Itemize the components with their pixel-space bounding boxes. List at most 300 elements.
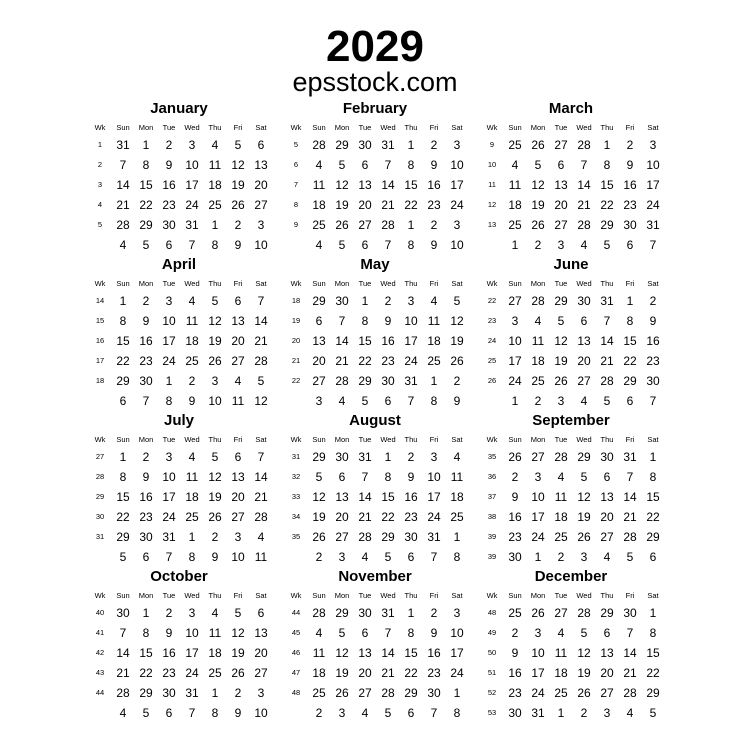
day-cell: 8 <box>407 238 415 252</box>
day-cell: 4 <box>580 238 588 252</box>
day-cell: 29 <box>381 530 395 544</box>
day-cell: 28 <box>623 530 637 544</box>
day-cell: 5 <box>211 450 219 464</box>
day-cell: 11 <box>508 178 522 192</box>
weekday-header: Tue <box>358 123 372 132</box>
day-cell: 2 <box>626 138 634 152</box>
day-cell: 27 <box>554 138 568 152</box>
day-cell: 18 <box>450 490 464 504</box>
day-cell: 6 <box>603 470 611 484</box>
day-cell: 18 <box>208 646 222 660</box>
day-cell: 30 <box>381 374 395 388</box>
day-cell: 13 <box>312 334 326 348</box>
weekday-header: Sat <box>451 435 463 444</box>
day-cell: 13 <box>554 178 568 192</box>
day-cell: 21 <box>623 666 637 680</box>
day-cell: 14 <box>381 178 395 192</box>
day-cell: 23 <box>139 510 153 524</box>
weekday-header: Sun <box>312 591 326 600</box>
day-cell: 5 <box>580 470 588 484</box>
day-cell: 15 <box>404 646 418 660</box>
day-cell: 24 <box>531 530 545 544</box>
day-cell: 9 <box>188 394 196 408</box>
day-cell: 6 <box>361 238 369 252</box>
day-cell: 2 <box>142 294 150 308</box>
day-cell: 9 <box>142 314 150 328</box>
day-cell: 14 <box>577 178 591 192</box>
day-cell: 26 <box>208 510 222 524</box>
day-cell: 28 <box>116 686 130 700</box>
day-cell: 11 <box>231 394 245 408</box>
day-cell: 29 <box>358 374 372 388</box>
day-cell: 1 <box>211 686 219 700</box>
weekday-header: Sat <box>451 591 463 600</box>
day-cell: 1 <box>453 530 461 544</box>
day-cell: 21 <box>358 510 372 524</box>
weekday-header: Thu <box>208 123 222 132</box>
day-cell: 1 <box>407 218 415 232</box>
day-cell: 29 <box>312 294 326 308</box>
weekday-header: Fri <box>233 123 243 132</box>
weekday-header: Wk <box>94 123 106 132</box>
day-cell: 27 <box>254 666 268 680</box>
day-cell: 17 <box>531 666 545 680</box>
week-number: 15 <box>95 316 105 325</box>
day-cell: 30 <box>335 294 349 308</box>
week-number: 40 <box>95 608 105 617</box>
day-cell: 6 <box>384 394 392 408</box>
day-cell: 15 <box>116 490 130 504</box>
weekday-header: Mon <box>138 435 154 444</box>
day-cell: 22 <box>381 510 395 524</box>
day-cell: 28 <box>381 218 395 232</box>
weekday-header: Sat <box>647 123 659 132</box>
day-cell: 28 <box>254 354 268 368</box>
day-cell: 6 <box>165 238 173 252</box>
day-cell: 16 <box>404 490 418 504</box>
day-cell: 12 <box>335 646 349 660</box>
week-number: 12 <box>487 200 497 209</box>
day-cell: 9 <box>430 158 438 172</box>
weekday-header: Sat <box>255 279 267 288</box>
day-cell: 1 <box>603 138 611 152</box>
day-cell: 7 <box>165 550 173 564</box>
week-number: 45 <box>291 628 301 637</box>
day-cell: 20 <box>554 198 568 212</box>
day-cell: 7 <box>361 470 369 484</box>
day-cell: 5 <box>142 706 150 720</box>
weekday-header: Fri <box>625 279 635 288</box>
day-cell: 7 <box>384 158 392 172</box>
day-cell: 9 <box>453 394 461 408</box>
day-cell: 18 <box>554 666 568 680</box>
day-cell: 27 <box>600 530 614 544</box>
day-cell: 20 <box>254 178 268 192</box>
weekday-header: Mon <box>334 123 350 132</box>
day-cell: 27 <box>231 510 245 524</box>
day-cell: 25 <box>508 606 522 620</box>
day-cell: 4 <box>234 374 242 388</box>
weekday-header: Fri <box>233 279 243 288</box>
day-cell: 27 <box>358 218 372 232</box>
day-cell: 28 <box>335 374 349 388</box>
weekday-header: Mon <box>530 435 546 444</box>
day-cell: 3 <box>234 530 242 544</box>
day-cell: 8 <box>649 470 657 484</box>
day-cell: 27 <box>231 354 245 368</box>
weekday-header: Mon <box>530 123 546 132</box>
day-cell: 4 <box>430 294 438 308</box>
day-cell: 20 <box>600 510 614 524</box>
day-cell: 4 <box>361 550 369 564</box>
day-cell: 12 <box>208 314 222 328</box>
day-cell: 16 <box>646 334 660 348</box>
day-cell: 4 <box>188 450 196 464</box>
day-cell: 1 <box>119 450 127 464</box>
weekday-header: Wed <box>576 435 592 444</box>
month-april <box>90 256 268 412</box>
day-cell: 17 <box>531 510 545 524</box>
day-cell: 2 <box>557 550 565 564</box>
weekday-header: Fri <box>429 279 439 288</box>
day-cell: 13 <box>335 490 349 504</box>
day-cell: 2 <box>315 706 323 720</box>
day-cell: 24 <box>450 666 464 680</box>
day-cell: 3 <box>257 686 265 700</box>
week-number: 51 <box>487 668 497 677</box>
day-cell: 23 <box>162 666 176 680</box>
day-cell: 8 <box>119 314 127 328</box>
weekday-header: Sat <box>255 123 267 132</box>
day-cell: 18 <box>312 198 326 212</box>
day-cell: 12 <box>577 646 591 660</box>
day-cell: 26 <box>508 450 522 464</box>
week-number: 43 <box>95 668 105 677</box>
day-cell: 10 <box>254 238 268 252</box>
day-cell: 9 <box>407 470 415 484</box>
week-number: 35 <box>487 452 497 461</box>
day-cell: 30 <box>646 374 660 388</box>
day-cell: 21 <box>600 354 614 368</box>
day-cell: 29 <box>335 138 349 152</box>
day-cell: 29 <box>623 374 637 388</box>
weekday-header: Mon <box>334 435 350 444</box>
day-cell: 28 <box>312 138 326 152</box>
weekday-header: Fri <box>233 591 243 600</box>
weekday-header: Fri <box>429 435 439 444</box>
day-cell: 13 <box>358 646 372 660</box>
day-cell: 1 <box>511 394 519 408</box>
day-cell: 30 <box>139 530 153 544</box>
day-cell: 26 <box>231 666 245 680</box>
day-cell: 29 <box>335 606 349 620</box>
day-cell: 5 <box>649 706 657 720</box>
week-number: 50 <box>487 648 497 657</box>
day-cell: 8 <box>211 238 219 252</box>
day-cell: 29 <box>600 218 614 232</box>
day-cell: 8 <box>188 550 196 564</box>
day-cell: 2 <box>430 606 438 620</box>
day-cell: 6 <box>165 706 173 720</box>
day-cell: 8 <box>453 706 461 720</box>
day-cell: 11 <box>554 490 568 504</box>
day-cell: 27 <box>600 686 614 700</box>
day-cell: 30 <box>162 686 176 700</box>
day-cell: 10 <box>254 706 268 720</box>
weekday-header: Tue <box>162 123 176 132</box>
day-cell: 5 <box>338 158 346 172</box>
day-cell: 3 <box>511 314 519 328</box>
day-cell: 14 <box>335 334 349 348</box>
day-cell: 14 <box>116 178 130 192</box>
day-cell: 5 <box>338 626 346 640</box>
week-number: 25 <box>487 356 497 365</box>
weekday-header: Fri <box>429 123 439 132</box>
month-name: February <box>342 100 408 117</box>
day-cell: 31 <box>381 606 395 620</box>
day-cell: 11 <box>531 334 545 348</box>
day-cell: 26 <box>531 606 545 620</box>
week-number: 31 <box>291 452 301 461</box>
day-cell: 17 <box>646 178 660 192</box>
week-number: 27 <box>95 452 105 461</box>
day-cell: 2 <box>315 550 323 564</box>
weekday-header: Tue <box>162 435 176 444</box>
day-cell: 1 <box>361 294 369 308</box>
day-cell: 25 <box>554 686 568 700</box>
day-cell: 2 <box>165 606 173 620</box>
weekday-header: Wed <box>380 123 396 132</box>
day-cell: 5 <box>315 470 323 484</box>
weekday-header: Thu <box>600 123 614 132</box>
day-cell: 24 <box>508 374 522 388</box>
week-number: 49 <box>487 628 497 637</box>
day-cell: 8 <box>649 626 657 640</box>
week-number: 17 <box>95 356 105 365</box>
month-name: March <box>548 100 594 117</box>
day-cell: 21 <box>254 334 268 348</box>
day-cell: 29 <box>577 450 591 464</box>
day-cell: 15 <box>139 178 153 192</box>
day-cell: 30 <box>427 686 441 700</box>
day-cell: 3 <box>649 138 657 152</box>
day-cell: 6 <box>649 550 657 564</box>
day-cell: 20 <box>358 198 372 212</box>
day-cell: 3 <box>430 450 438 464</box>
day-cell: 1 <box>407 138 415 152</box>
day-cell: 26 <box>531 218 545 232</box>
day-cell: 2 <box>234 686 242 700</box>
day-cell: 4 <box>119 238 127 252</box>
day-cell: 18 <box>185 334 199 348</box>
day-cell: 28 <box>531 294 545 308</box>
weekday-header: Sun <box>508 279 522 288</box>
day-cell: 1 <box>188 530 196 544</box>
day-cell: 3 <box>165 294 173 308</box>
day-cell: 6 <box>119 394 127 408</box>
day-cell: 28 <box>358 530 372 544</box>
month-june <box>482 256 660 412</box>
day-cell: 5 <box>338 238 346 252</box>
day-cell: 24 <box>531 686 545 700</box>
weekday-header: Sun <box>508 591 522 600</box>
day-cell: 28 <box>577 218 591 232</box>
weekday-header: Wed <box>576 279 592 288</box>
day-cell: 8 <box>453 550 461 564</box>
week-number: 37 <box>487 492 497 501</box>
day-cell: 31 <box>381 138 395 152</box>
day-cell: 31 <box>531 706 545 720</box>
day-cell: 14 <box>623 646 637 660</box>
weekday-header: Tue <box>554 123 568 132</box>
day-cell: 28 <box>600 374 614 388</box>
day-cell: 4 <box>580 394 588 408</box>
day-cell: 31 <box>185 686 199 700</box>
week-number: 19 <box>291 316 301 325</box>
day-cell: 19 <box>531 198 545 212</box>
day-cell: 18 <box>208 178 222 192</box>
weekday-header: Tue <box>358 591 372 600</box>
day-cell: 29 <box>404 686 418 700</box>
site-name: epsstock.com <box>292 67 458 97</box>
day-cell: 26 <box>208 354 222 368</box>
day-cell: 5 <box>580 626 588 640</box>
day-cell: 23 <box>381 354 395 368</box>
day-cell: 15 <box>646 490 660 504</box>
week-number: 48 <box>291 688 301 697</box>
month-name: June <box>553 256 589 273</box>
day-cell: 11 <box>185 470 199 484</box>
day-cell: 7 <box>407 394 415 408</box>
day-cell: 25 <box>554 530 568 544</box>
day-cell: 19 <box>577 666 591 680</box>
day-cell: 27 <box>254 198 268 212</box>
day-cell: 15 <box>358 334 372 348</box>
day-cell: 16 <box>427 178 441 192</box>
day-cell: 25 <box>312 686 326 700</box>
day-cell: 4 <box>557 470 565 484</box>
day-cell: 14 <box>254 470 268 484</box>
day-cell: 11 <box>554 646 568 660</box>
day-cell: 9 <box>234 706 242 720</box>
week-number: 20 <box>291 336 301 345</box>
day-cell: 6 <box>580 314 588 328</box>
day-cell: 4 <box>626 706 634 720</box>
day-cell: 28 <box>577 606 591 620</box>
day-cell: 17 <box>508 354 522 368</box>
day-cell: 23 <box>427 198 441 212</box>
day-cell: 20 <box>231 334 245 348</box>
day-cell: 8 <box>119 470 127 484</box>
weekday-header: Sun <box>116 435 130 444</box>
day-cell: 8 <box>211 706 219 720</box>
day-cell: 14 <box>358 490 372 504</box>
day-cell: 21 <box>577 198 591 212</box>
week-number: 33 <box>291 492 301 501</box>
day-cell: 15 <box>139 646 153 660</box>
day-cell: 25 <box>312 218 326 232</box>
day-cell: 20 <box>358 666 372 680</box>
day-cell: 30 <box>577 294 591 308</box>
week-number: 18 <box>95 376 105 385</box>
day-cell: 1 <box>165 374 173 388</box>
day-cell: 21 <box>381 666 395 680</box>
week-number: 23 <box>487 316 497 325</box>
day-cell: 3 <box>188 606 196 620</box>
weekday-header: Wk <box>94 279 106 288</box>
week-number: 38 <box>487 512 497 521</box>
day-cell: 27 <box>358 686 372 700</box>
day-cell: 23 <box>162 198 176 212</box>
day-cell: 29 <box>312 450 326 464</box>
weekday-header: Tue <box>554 435 568 444</box>
week-number: 18 <box>291 296 301 305</box>
day-cell: 13 <box>577 334 591 348</box>
day-cell: 5 <box>603 238 611 252</box>
day-cell: 3 <box>338 550 346 564</box>
day-cell: 5 <box>257 374 265 388</box>
week-number: 48 <box>487 608 497 617</box>
day-cell: 5 <box>557 314 565 328</box>
day-cell: 4 <box>557 626 565 640</box>
day-cell: 17 <box>404 334 418 348</box>
day-cell: 1 <box>534 550 542 564</box>
day-cell: 7 <box>649 238 657 252</box>
day-cell: 21 <box>254 490 268 504</box>
day-cell: 8 <box>407 158 415 172</box>
day-cell: 8 <box>626 314 634 328</box>
week-number: 21 <box>291 356 301 365</box>
day-cell: 25 <box>208 198 222 212</box>
day-cell: 18 <box>531 354 545 368</box>
weekday-header: Thu <box>208 591 222 600</box>
week-number: 31 <box>95 532 105 541</box>
day-cell: 4 <box>338 394 346 408</box>
day-cell: 10 <box>404 314 418 328</box>
day-cell: 30 <box>600 450 614 464</box>
week-number: 44 <box>95 688 105 697</box>
day-cell: 4 <box>188 294 196 308</box>
day-cell: 31 <box>162 530 176 544</box>
day-cell: 11 <box>208 626 222 640</box>
day-cell: 3 <box>557 238 565 252</box>
weekday-header: Thu <box>208 435 222 444</box>
week-number: 5 <box>97 220 103 229</box>
weekday-header: Wk <box>486 123 498 132</box>
day-cell: 7 <box>626 626 634 640</box>
day-cell: 12 <box>231 626 245 640</box>
day-cell: 7 <box>119 158 127 172</box>
day-cell: 16 <box>508 510 522 524</box>
day-cell: 3 <box>603 706 611 720</box>
weekday-header: Wed <box>576 123 592 132</box>
day-cell: 19 <box>231 178 245 192</box>
day-cell: 1 <box>557 706 565 720</box>
weekday-header: Thu <box>404 279 418 288</box>
weekday-header: Wed <box>380 435 396 444</box>
day-cell: 5 <box>453 294 461 308</box>
weekday-header: Wed <box>184 435 200 444</box>
week-number: 39 <box>487 552 497 561</box>
day-cell: 28 <box>381 686 395 700</box>
day-cell: 13 <box>231 470 245 484</box>
day-cell: 4 <box>361 706 369 720</box>
day-cell: 31 <box>358 450 372 464</box>
week-number: 5 <box>293 140 299 149</box>
day-cell: 26 <box>335 686 349 700</box>
day-cell: 21 <box>335 354 349 368</box>
weekday-header: Thu <box>600 435 614 444</box>
